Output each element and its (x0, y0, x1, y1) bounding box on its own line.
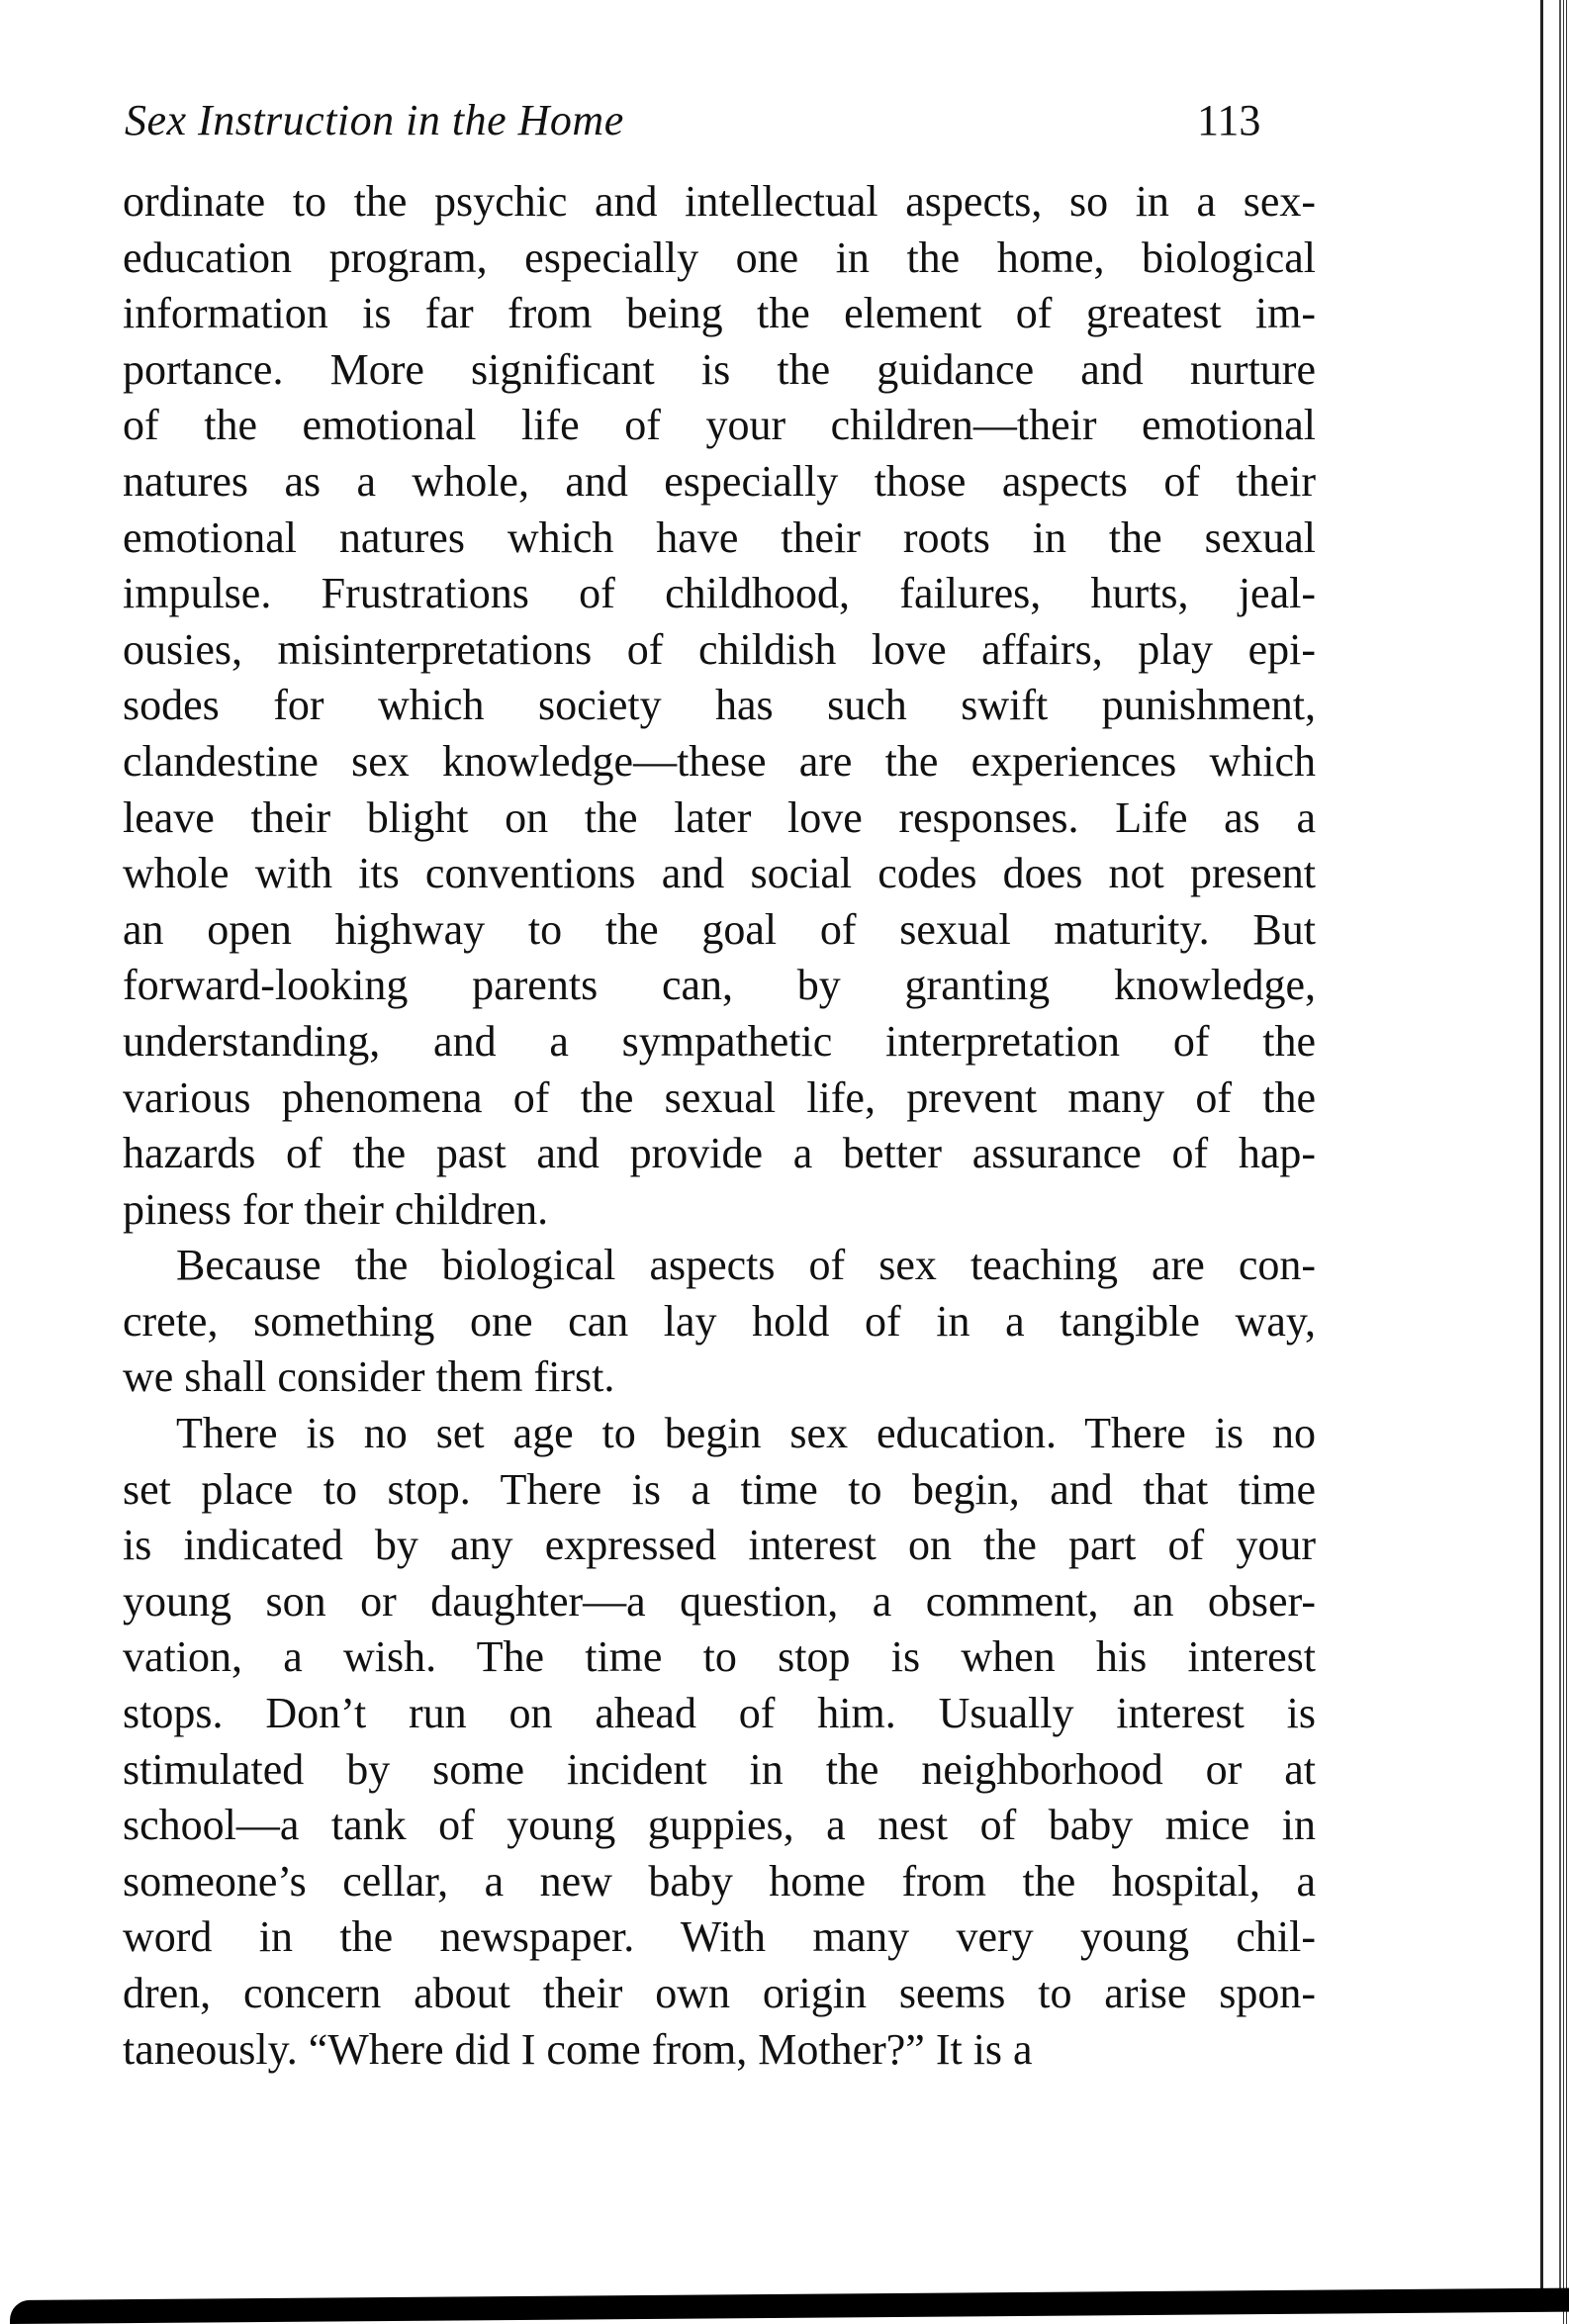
text-line: young son or daughter—a question, a comment, an obser- (123, 1576, 1316, 1626)
body-text (123, 174, 1316, 2078)
text-line: natures as a whole, and especially those aspects of their (123, 456, 1316, 506)
text-line: taneously. “Where did I come from, Mother?” It is a (123, 2024, 1033, 2074)
text-line: an open highway to the goal of sexual maturity. But (123, 904, 1316, 954)
text-line: Because the biological aspects of sex teaching are con- (176, 1241, 1316, 1290)
text-line: whole with its conventions and social codes does not present (123, 849, 1316, 898)
page-edge-line (1540, 0, 1543, 2310)
text-line: portance. More significant is the guidance and nurture (123, 344, 1316, 394)
text-line: impulse. Frustrations of childhood, failures, hurts, jeal- (123, 569, 1316, 618)
text-line: stimulated by some incident in the neighborhood or at (123, 1744, 1316, 1794)
text-line: of the emotional life of your children—their emotional (123, 401, 1316, 450)
text-line: vation, a wish. The time to stop is when his interest (123, 1632, 1316, 1682)
text-line: stops. Don’t run on ahead of him. Usually interest is (123, 1689, 1316, 1738)
running-head: Sex Instruction in the Home (125, 96, 624, 144)
text-line: dren, concern about their own origin seems to arise spon- (123, 1969, 1316, 2017)
text-line: ousies, misinterpretations of childish love affairs, play epi- (123, 624, 1316, 674)
text-line: There is no set age to begin sex education. There is no (176, 1409, 1316, 1458)
text-line: set place to stop. There is a time to begin, and that time (123, 1464, 1316, 1514)
book-spine-edge (1561, 0, 1569, 2324)
text-line: sodes for which society has such swift punishment, (123, 681, 1316, 730)
text-line: is indicated by any expressed interest on the part of your (123, 1521, 1316, 1570)
text-line: someone’s cellar, a new baby home from the hospital, a (123, 1856, 1316, 1906)
scan-shadow-bar (10, 2288, 1569, 2324)
text-line: forward-looking parents can, by granting knowledge, (123, 961, 1316, 1010)
text-line: word in the newspaper. With many very young chil- (123, 1912, 1316, 1962)
text-line: emotional natures which have their roots in the sexual (123, 512, 1316, 562)
page-number: 113 (1197, 96, 1261, 144)
text-line: various phenomena of the sexual life, prevent many of the (123, 1072, 1316, 1122)
text-line: hazards of the past and provide a better assurance of hap- (123, 1129, 1316, 1178)
text-line: we shall consider them first. (123, 1352, 615, 1402)
text-line: clandestine sex knowledge—these are the experiences which (123, 736, 1316, 786)
text-line: ordinate to the psychic and intellectual aspects, so in a sex- (123, 177, 1316, 226)
text-line: education program, especially one in the home, biological (123, 232, 1316, 282)
text-line: leave their blight on the later love responses. Life as a (123, 792, 1316, 842)
text-line: school—a tank of young guppies, a nest of baby mice in (123, 1801, 1316, 1850)
text-line: information is far from being the element of greatest im- (123, 289, 1316, 338)
text-line: understanding, and a sympathetic interpretation of the (123, 1016, 1316, 1066)
text-line: piness for their children. (123, 1184, 549, 1234)
text-line: crete, something one can lay hold of in a tangible way, (123, 1296, 1316, 1346)
